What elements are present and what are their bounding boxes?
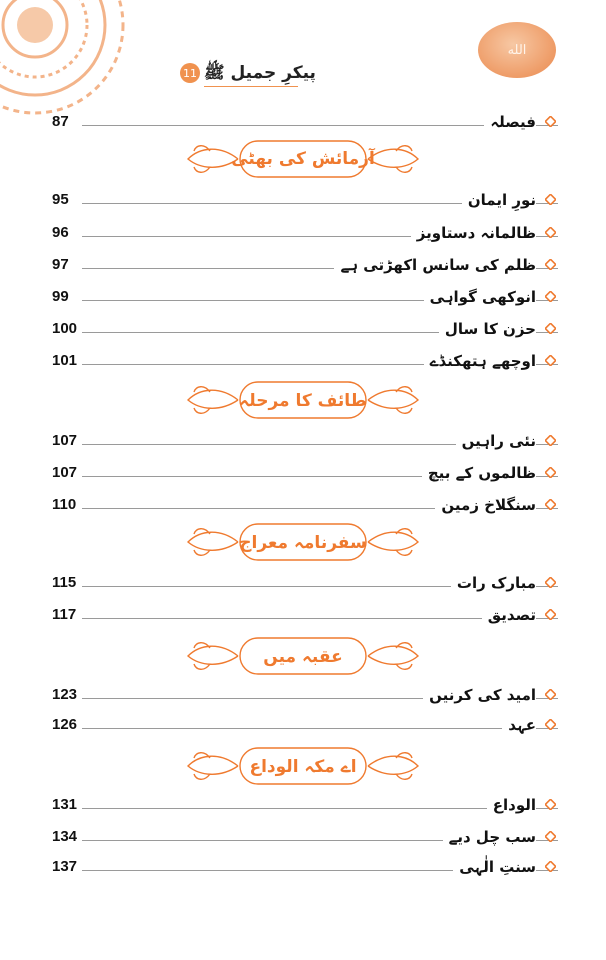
section-heading xyxy=(180,378,426,424)
page-number: 110 xyxy=(52,496,77,513)
section-heading xyxy=(180,634,426,680)
diamond-bullet-icon xyxy=(545,323,556,334)
page-number: 134 xyxy=(52,828,78,845)
page-number: 99 xyxy=(52,288,69,305)
toc-entry[interactable] xyxy=(52,488,558,514)
page-number: 95 xyxy=(52,191,69,208)
entry-title: تصدیق xyxy=(482,606,536,624)
page-number: 107 xyxy=(52,432,78,449)
toc-entry[interactable] xyxy=(52,280,558,306)
page-number: 87 xyxy=(52,113,69,130)
entry-title: ظالموں کے بیچ xyxy=(422,464,536,482)
diamond-bullet-icon xyxy=(545,291,556,302)
section-heading xyxy=(180,744,426,790)
toc-entry[interactable] xyxy=(52,344,558,370)
toc-entry[interactable] xyxy=(52,708,558,734)
corner-ornament xyxy=(0,0,130,120)
entry-title: اوچھے ہتھکنڈے xyxy=(424,352,536,370)
entry-title: فیصلہ xyxy=(484,113,536,131)
entry-title: نورِ ایمان xyxy=(462,191,536,209)
entry-title: انوکھی گواہی xyxy=(424,288,536,306)
medallion-logo: الله xyxy=(478,22,556,78)
toc-entry[interactable] xyxy=(52,788,558,814)
section-heading xyxy=(180,137,426,183)
page-number: 100 xyxy=(52,320,78,337)
toc-entry[interactable] xyxy=(52,248,558,274)
toc-entry[interactable] xyxy=(52,678,558,704)
page-number: 137 xyxy=(52,858,78,875)
diamond-bullet-icon xyxy=(545,116,556,127)
page-number: 123 xyxy=(52,686,78,703)
page-number: 126 xyxy=(52,716,78,733)
section-heading xyxy=(180,520,426,566)
page-number-badge: 11 xyxy=(180,63,200,83)
section-title: طائف کا مرحلہ xyxy=(239,390,367,411)
page-number: 107 xyxy=(52,464,78,481)
entry-title: نئی راہیں xyxy=(456,432,536,450)
book-title: پیکرِ جمیل ﷺ xyxy=(204,63,316,83)
toc-entry[interactable] xyxy=(52,312,558,338)
toc-entry[interactable] xyxy=(52,456,558,482)
section-title: اے مکہ الوداع xyxy=(249,756,357,777)
diamond-bullet-icon xyxy=(545,194,556,205)
diamond-bullet-icon xyxy=(545,355,556,366)
diamond-bullet-icon xyxy=(545,719,556,730)
page-number: 115 xyxy=(52,574,77,591)
toc-entry[interactable] xyxy=(52,424,558,450)
entry-title: امید کی کرنیں xyxy=(423,686,536,704)
diamond-bullet-icon xyxy=(545,831,556,842)
toc-entry[interactable] xyxy=(52,820,558,846)
toc-entry[interactable] xyxy=(52,105,558,131)
section-title: سفرنامہ معراج xyxy=(239,532,367,553)
entry-title: سنتِ الٰہی xyxy=(453,858,536,876)
toc-entry[interactable] xyxy=(52,598,558,624)
diamond-bullet-icon xyxy=(545,499,556,510)
diamond-bullet-icon xyxy=(545,227,556,238)
diamond-bullet-icon xyxy=(545,259,556,270)
page-number: 101 xyxy=(52,352,78,369)
diamond-bullet-icon xyxy=(545,861,556,872)
header-underline xyxy=(204,86,298,87)
section-title: آزمائش کی بھٹی xyxy=(231,149,375,169)
entry-title: ظلم کی سانس اکھڑتی ہے xyxy=(334,256,536,274)
toc-entry[interactable] xyxy=(52,216,558,242)
entry-title: عہد xyxy=(502,716,536,734)
toc-entry[interactable] xyxy=(52,850,558,876)
diamond-bullet-icon xyxy=(545,799,556,810)
dotted-leader xyxy=(82,728,558,729)
diamond-bullet-icon xyxy=(545,435,556,446)
page-number: 117 xyxy=(52,606,77,623)
diamond-bullet-icon xyxy=(545,577,556,588)
diamond-bullet-icon xyxy=(545,609,556,620)
toc-entry[interactable] xyxy=(52,183,558,209)
entry-title: سب چل دیے xyxy=(443,828,536,846)
section-title: عقبہ میں xyxy=(263,646,343,667)
page-number: 97 xyxy=(52,256,69,273)
entry-title: حزن کا سال xyxy=(439,320,536,338)
entry-title: سنگلاخ زمین xyxy=(435,496,536,514)
entry-title: مبارک رات xyxy=(451,574,536,592)
page-number: 131 xyxy=(52,796,78,813)
page-header xyxy=(180,60,600,88)
entry-title: ظالمانہ دستاویز xyxy=(411,224,536,242)
diamond-bullet-icon xyxy=(545,467,556,478)
toc-entry[interactable] xyxy=(52,566,558,592)
entry-title: الوداع xyxy=(487,796,536,814)
diamond-bullet-icon xyxy=(545,689,556,700)
page-number: 96 xyxy=(52,224,69,241)
